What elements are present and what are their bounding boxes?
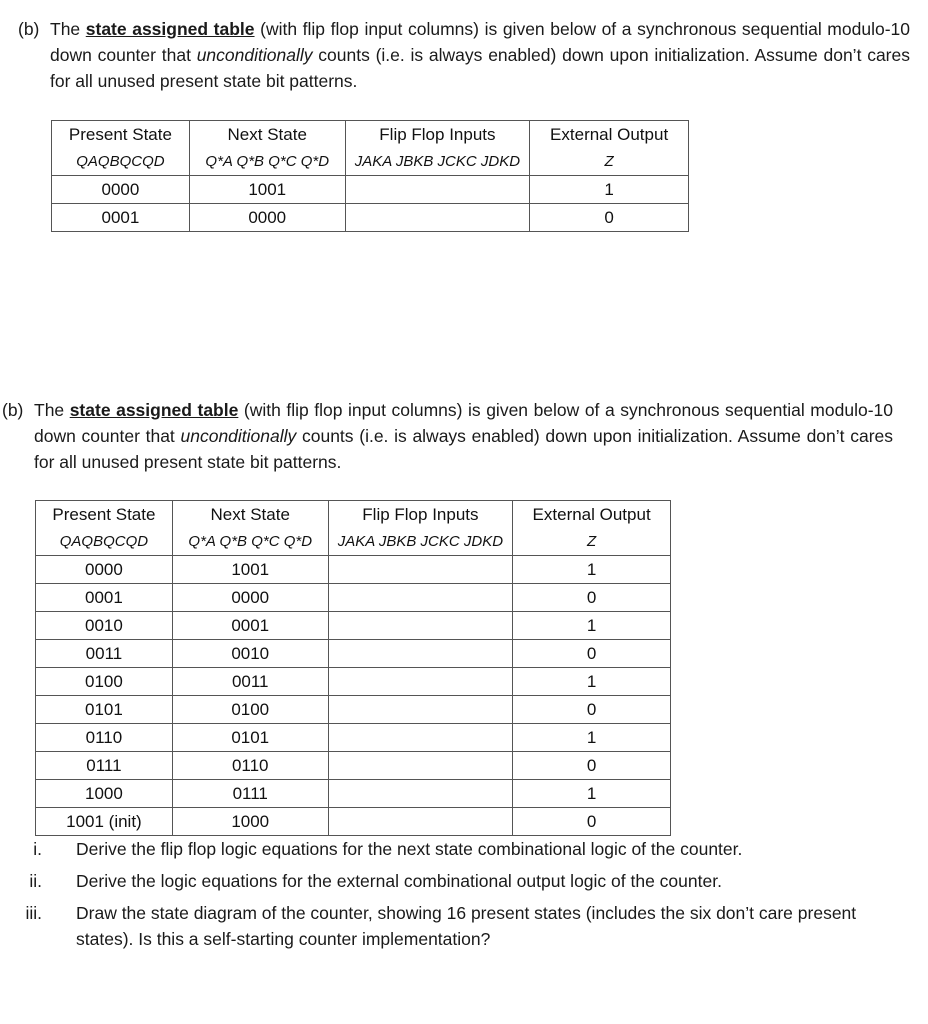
section1-label: (b): [18, 19, 40, 39]
table-row: [36, 640, 671, 668]
subheader-output-var: Z: [530, 148, 689, 176]
present-state-cell: 0111: [36, 752, 173, 780]
question-item: [20, 836, 900, 862]
header-external-output: External Output: [530, 121, 689, 149]
section1-intro-emph: unconditionally: [196, 45, 313, 65]
ff-inputs-cell: [345, 204, 530, 232]
next-state-cell: 0110: [172, 752, 328, 780]
ff-inputs-cell: [328, 752, 513, 780]
subheader-next-vars: Q*A Q*B Q*C Q*D: [172, 528, 328, 556]
header-external-output: External Output: [513, 501, 671, 529]
present-state-cell: 1001 (init): [36, 808, 173, 836]
table-row: [36, 808, 671, 836]
table-row: [52, 204, 689, 232]
table-row: [36, 752, 671, 780]
question-text: Derive the flip flop logic equations for the next state combinational logic of the counter.: [76, 839, 743, 859]
ff-inputs-cell: [328, 584, 513, 612]
subheader-ff-vars: JAKA JBKB JCKC JDKD: [328, 528, 513, 556]
ff-inputs-cell: [328, 612, 513, 640]
question-text: Derive the logic equations for the external combinational output logic of the counter.: [76, 871, 722, 891]
header-flip-flop-inputs: Flip Flop Inputs: [345, 121, 530, 149]
subheader-output-var: Z: [513, 528, 671, 556]
question-text: Draw the state diagram of the counter, showing 16 present states (includes the six don’t care present states). Is this a self-starting counter implementation?: [76, 903, 857, 949]
state-table-2: [35, 500, 671, 836]
present-state-cell: 0101: [36, 696, 173, 724]
header-flip-flop-inputs: Flip Flop Inputs: [328, 501, 513, 529]
next-state-cell: 0100: [172, 696, 328, 724]
next-state-cell: 0011: [172, 668, 328, 696]
section1-intro-a: (with flip flop input columns) is given below of a synchronous sequential modulo-10 down counter that: [50, 19, 910, 65]
table-row: [36, 556, 671, 584]
next-state-cell: 1000: [172, 808, 328, 836]
output-cell: 0: [530, 204, 689, 232]
section2-intro-a: (with flip flop input columns) is given below of a synchronous sequential modulo-10 down counter that: [34, 400, 893, 446]
question-item: [20, 900, 900, 952]
section1-intro-b: counts (i.e. is always enabled) down upon initialization. Assume don’t cares for all unused present state bit patterns.: [50, 45, 910, 91]
question-number: iii.: [25, 903, 42, 923]
present-state-cell: 0010: [36, 612, 173, 640]
section2-intro-emph: unconditionally: [180, 426, 297, 446]
table-row: [36, 612, 671, 640]
state-table-1: [51, 120, 689, 232]
output-cell: 1: [513, 556, 671, 584]
question-item: [20, 868, 900, 894]
ff-inputs-cell: [328, 696, 513, 724]
ff-inputs-cell: [328, 780, 513, 808]
ff-inputs-cell: [328, 808, 513, 836]
output-cell: 1: [513, 668, 671, 696]
question-number: i.: [33, 839, 42, 859]
subheader-next-vars: Q*A Q*B Q*C Q*D: [189, 148, 345, 176]
section2-label: (b): [2, 400, 24, 420]
output-cell: 0: [513, 696, 671, 724]
output-cell: 0: [513, 808, 671, 836]
present-state-cell: 0110: [36, 724, 173, 752]
present-state-cell: 0000: [36, 556, 173, 584]
section2-intro-b: counts (i.e. is always enabled) down upon initialization. Assume don’t cares for all unused present state bit patterns.: [34, 426, 894, 472]
header-next-state: Next State: [172, 501, 328, 529]
ff-inputs-cell: [328, 724, 513, 752]
next-state-cell: 0111: [172, 780, 328, 808]
next-state-cell: 1001: [189, 176, 345, 204]
subheader-present-vars: QAQBQCQD: [36, 528, 173, 556]
next-state-cell: 0101: [172, 724, 328, 752]
table-row: [36, 724, 671, 752]
table-row: [36, 584, 671, 612]
output-cell: 1: [530, 176, 689, 204]
output-cell: 1: [513, 724, 671, 752]
ff-inputs-cell: [328, 640, 513, 668]
ff-inputs-cell: [328, 556, 513, 584]
next-state-cell: 0000: [189, 204, 345, 232]
next-state-cell: 0010: [172, 640, 328, 668]
table-row: [36, 668, 671, 696]
subheader-ff-vars: JAKA JBKB JCKC JDKD: [345, 148, 530, 176]
ff-inputs-cell: [345, 176, 530, 204]
output-cell: 0: [513, 584, 671, 612]
ff-inputs-cell: [328, 668, 513, 696]
present-state-cell: 0001: [36, 584, 173, 612]
section2-intro-link: state assigned table: [69, 400, 239, 420]
present-state-cell: 0100: [36, 668, 173, 696]
next-state-cell: 0001: [172, 612, 328, 640]
output-cell: 1: [513, 612, 671, 640]
table-row: [36, 780, 671, 808]
header-present-state: Present State: [52, 121, 190, 149]
section2-intro-pre: The: [34, 400, 70, 420]
output-cell: 0: [513, 640, 671, 668]
question-number: ii.: [29, 871, 42, 891]
next-state-cell: 0000: [172, 584, 328, 612]
present-state-cell: 0011: [36, 640, 173, 668]
question-list: [20, 836, 900, 958]
present-state-cell: 0001: [52, 204, 190, 232]
present-state-cell: 1000: [36, 780, 173, 808]
output-cell: 0: [513, 752, 671, 780]
table-row: [52, 176, 689, 204]
header-next-state: Next State: [189, 121, 345, 149]
section1-intro-link: state assigned table: [85, 19, 255, 39]
subheader-present-vars: QAQBQCQD: [52, 148, 190, 176]
header-present-state: Present State: [36, 501, 173, 529]
section1-intro-pre: The: [50, 19, 86, 39]
next-state-cell: 1001: [172, 556, 328, 584]
table-row: [36, 696, 671, 724]
present-state-cell: 0000: [52, 176, 190, 204]
output-cell: 1: [513, 780, 671, 808]
